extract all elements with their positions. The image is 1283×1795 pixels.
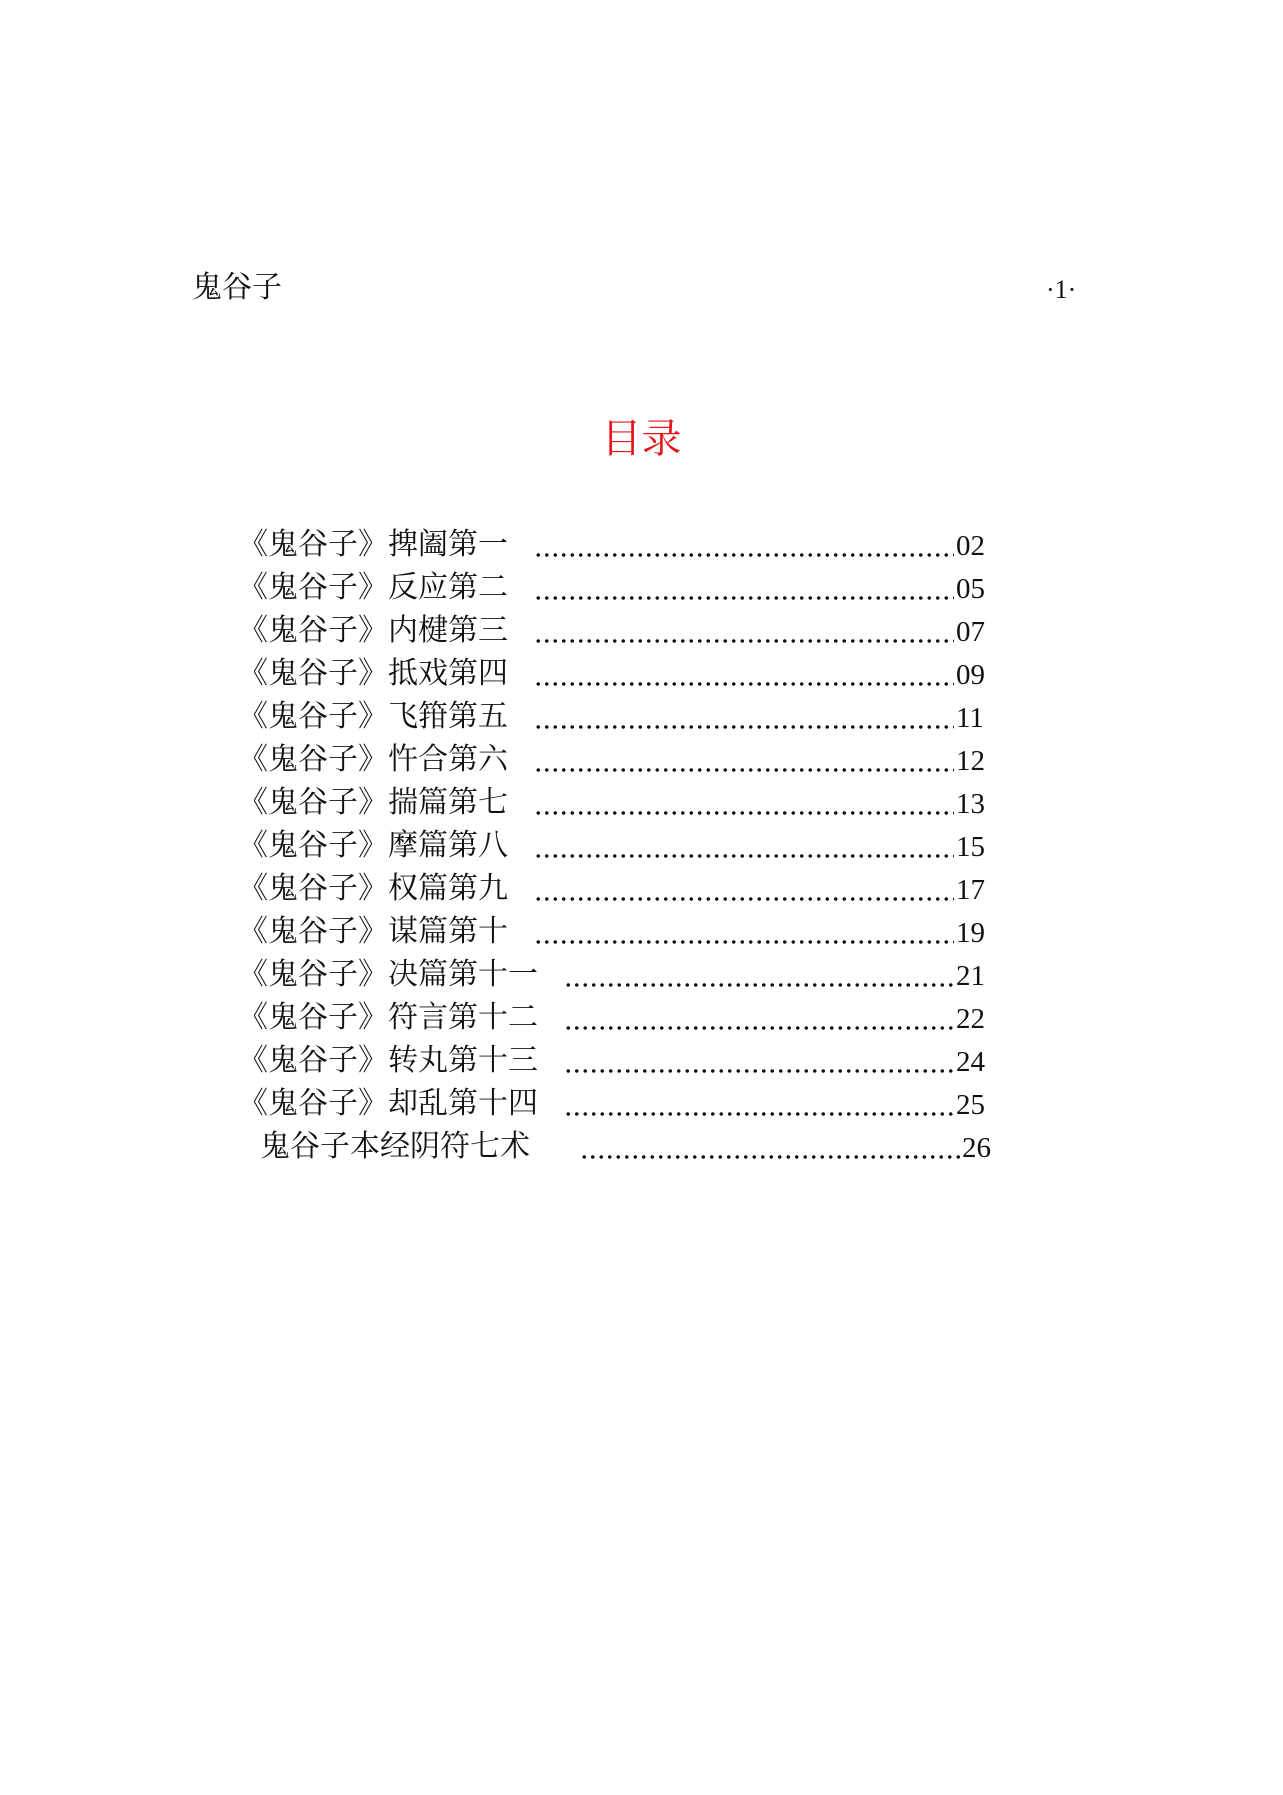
toc-leader-dots <box>534 940 954 944</box>
toc-entry-page: 15 <box>956 831 985 863</box>
toc-entry-page: 13 <box>956 788 985 820</box>
toc-entry-page: 22 <box>956 1003 985 1035</box>
toc-entry[interactable] <box>238 869 998 912</box>
toc-entry[interactable] <box>238 912 998 955</box>
page-number: ·1· <box>1046 275 1077 304</box>
toc-entry-page: 17 <box>956 874 985 906</box>
toc-entry-title: 《鬼谷子》内楗第三 <box>238 613 508 648</box>
toc-entry[interactable] <box>238 740 998 783</box>
toc-entry-title: 《鬼谷子》抵戏第四 <box>238 656 508 691</box>
toc-leader-dots <box>534 725 954 729</box>
toc-entry-page: 12 <box>956 745 985 777</box>
toc-entry-page: 02 <box>956 530 985 562</box>
toc-entry-title: 《鬼谷子》决篇第十一 <box>238 957 538 992</box>
toc-entry[interactable] <box>238 1084 998 1127</box>
running-header-title: 鬼谷子 <box>192 270 282 305</box>
toc-entry[interactable] <box>238 955 998 998</box>
toc-heading: 目录 <box>601 416 682 462</box>
toc-entry-page: 05 <box>956 573 985 605</box>
toc-entry[interactable] <box>238 525 998 568</box>
toc-entry-title: 鬼谷子本经阴符七术 <box>260 1129 530 1164</box>
toc-leader-dots <box>534 639 954 643</box>
toc-entry-title: 《鬼谷子》谋篇第十 <box>238 914 508 949</box>
toc-leader-dots <box>534 682 954 686</box>
toc-leader-dots <box>534 897 954 901</box>
toc-entry-title: 《鬼谷子》摩篇第八 <box>238 828 508 863</box>
toc-entry[interactable] <box>238 1127 998 1170</box>
toc-entry-title: 《鬼谷子》符言第十二 <box>238 1000 538 1035</box>
toc-entry-page: 21 <box>956 960 985 992</box>
toc-entry-page: 24 <box>956 1046 985 1078</box>
toc-entry-title: 《鬼谷子》权篇第九 <box>238 871 508 906</box>
table-of-contents <box>238 525 998 1170</box>
toc-leader-dots <box>534 768 954 772</box>
toc-leader-dots <box>534 854 954 858</box>
toc-leader-dots <box>564 1069 954 1073</box>
toc-leader-dots <box>534 596 954 600</box>
toc-leader-dots <box>564 983 954 987</box>
toc-entry-title: 《鬼谷子》忤合第六 <box>238 742 508 777</box>
toc-entry[interactable] <box>238 783 998 826</box>
toc-entry-title: 《鬼谷子》捭阖第一 <box>238 527 508 562</box>
toc-entry-title: 《鬼谷子》转丸第十三 <box>238 1043 538 1078</box>
toc-entry-page: 07 <box>956 616 985 648</box>
toc-entry-page: 19 <box>956 917 985 949</box>
toc-entry-page: 11 <box>956 702 984 734</box>
toc-entry[interactable] <box>238 1041 998 1084</box>
toc-entry-page: 09 <box>956 659 985 691</box>
toc-leader-dots <box>580 1155 960 1159</box>
toc-leader-dots <box>534 553 954 557</box>
toc-entry-title: 《鬼谷子》却乱第十四 <box>238 1086 538 1121</box>
toc-entry-title: 《鬼谷子》揣篇第七 <box>238 785 508 820</box>
toc-entry[interactable] <box>238 654 998 697</box>
toc-entry-title: 《鬼谷子》反应第二 <box>238 570 508 605</box>
toc-entry[interactable] <box>238 697 998 740</box>
toc-leader-dots <box>534 811 954 815</box>
toc-entry[interactable] <box>238 568 998 611</box>
toc-entry[interactable] <box>238 998 998 1041</box>
toc-leader-dots <box>564 1026 954 1030</box>
toc-entry[interactable] <box>238 826 998 869</box>
toc-entry-title: 《鬼谷子》飞箝第五 <box>238 699 508 734</box>
toc-entry-page: 25 <box>956 1089 985 1121</box>
toc-leader-dots <box>564 1112 954 1116</box>
toc-entry[interactable] <box>238 611 998 654</box>
toc-entry-page: 26 <box>962 1132 991 1164</box>
